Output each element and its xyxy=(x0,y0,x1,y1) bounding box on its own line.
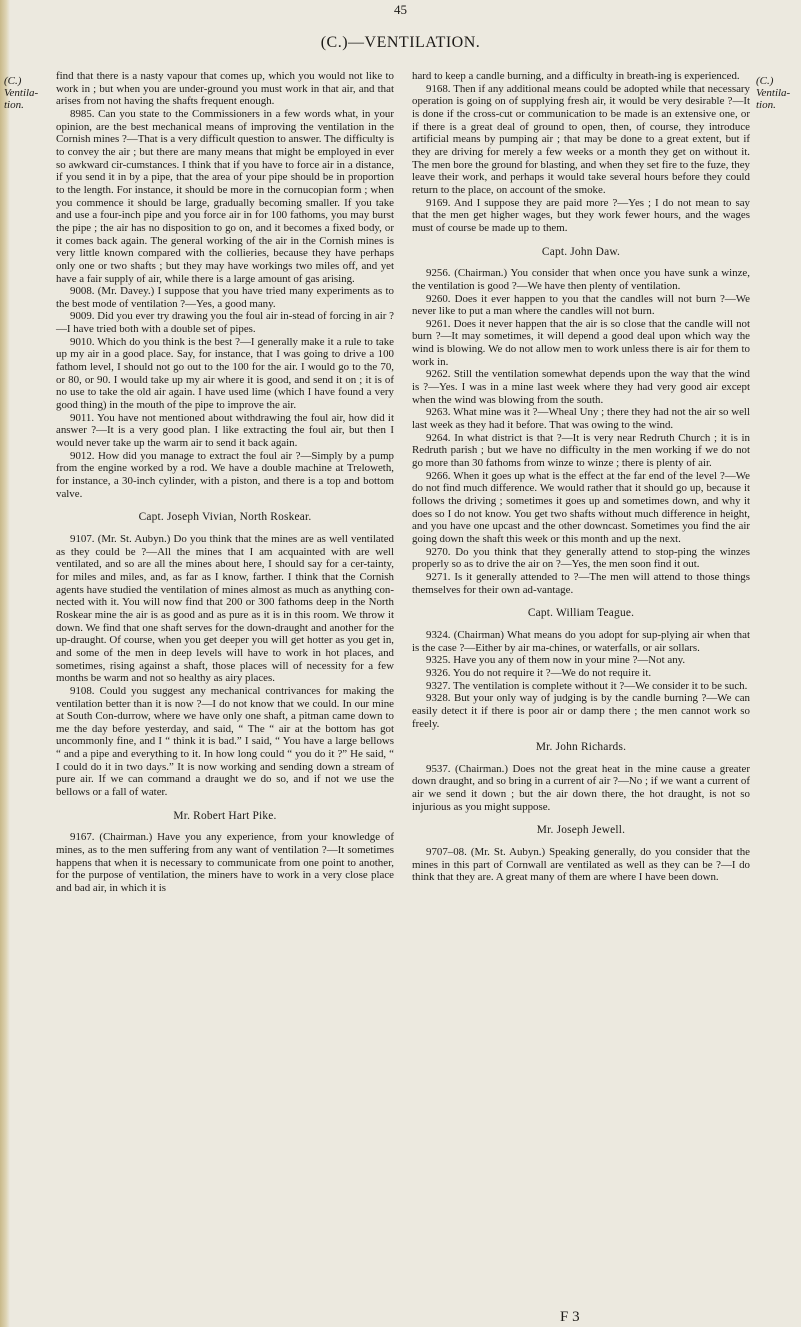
paragraph: 9707–08. (Mr. St. Aubyn.) Speaking generally, do you consider that the mines in this part of Cornwall are ventilated as well as they can be ?—I do think that they are. A great many of them are where I have been down. xyxy=(412,846,750,884)
paragraph: 9008. (Mr. Davey.) I suppose that you have tried many experiments as to the best mode of ventilation ?—Yes, a good many. xyxy=(56,285,394,310)
witness-heading: Capt. Joseph Vivian, North Roskear. xyxy=(138,511,312,524)
paragraph: 9256. (Chairman.) You consider that when once you have sunk a winze, the ventilation is good ?—We have then plenty of ventilation. xyxy=(412,267,750,292)
paragraph: 9262. Still the ventilation somewhat depends upon the way that the wind is ?—Yes. I was in a mine last week where they had very good air except when the wind was blowing from the south. xyxy=(412,368,750,406)
paragraph: 9326. You do not require it ?—We do not require it. xyxy=(426,666,652,679)
paragraph: 9270. Do you think that they generally attend to stop-ping the winzes properly so as to drive the air on ?—Yes, the men soon find it out. xyxy=(412,545,750,571)
left-column xyxy=(56,70,394,895)
paragraph: 9108. Could you suggest any mechanical contrivances for making the ventilation better than it is now ?—I do not know that we could. In our mine at South Con-durrow, where we have only one shaft, a pitman came down to me the day before yesterday, and said, “ The “ air at the bottom has got uncommonly fine, and I “ think it is bad.” I said, “ You have a large bellows “ and a pipe and everything to it. In how long could “ you do it ?” He said, “ I could do it in two days.” It is now working and sending down a stream of pure air. If we can command a draught we do so, and if not we use the bellows or a fall of water. xyxy=(56,684,394,799)
paragraph: 9261. Does it never happen that the air is so close that the candle will not burn ?—It may sometimes, it will depend a good deal upon which way the wind is blowing. We do not allow men to work unless there is air for them to work in. xyxy=(412,317,750,368)
paragraph: 9263. What mine was it ?—Wheal Uny ; there they had not the air so well last week as they had it before. That was owing to the wind. xyxy=(412,406,750,432)
paragraph: 9327. The ventilation is complete without it ?—We consider it to be such. xyxy=(426,679,748,692)
witness-heading: Capt. John Daw. xyxy=(541,245,621,258)
paragraph: 9325. Have you any of them now in your mine ?—Not any. xyxy=(426,654,686,667)
margin-note-left: (C.) Ventila- tion. xyxy=(4,75,39,111)
section-header: (C.)—VENTILATION. xyxy=(320,34,481,51)
paragraph: hard to keep a candle burning, and a difficulty in breath-ing is experienced. xyxy=(412,70,740,82)
paragraph: 9012. How did you manage to extract the foul air ?—Simply by a pump from the engine worked by a rod. We have a double machine at Treloweth, for instance, a 30-inch cylinder, with a piston, and there is a top and bottom valve. xyxy=(56,449,394,500)
paragraph: 9260. Does it ever happen to you that the candles will not burn ?—We never like to put a man where the candles will not burn. xyxy=(412,292,750,318)
witness-heading: Capt. William Teague. xyxy=(527,607,635,620)
right-column xyxy=(412,70,750,884)
paragraph: 9328. But your only way of judging is by the candle burning ?—We can easily detect it if there is poor air or damp there ; the men cannot work so freely. xyxy=(412,692,750,730)
paragraph: find that there is a nasty vapour that comes up, which you would not like to work in ; but when you are under-ground you must work in that air, and that arises from not having the shafts frequent enough. xyxy=(56,70,394,108)
paragraph: 9009. Did you ever try drawing you the foul air in-stead of forcing in air ?—I have tried both with a double set of pipes. xyxy=(56,310,394,336)
witness-heading: Mr. Joseph Jewell. xyxy=(536,824,626,837)
paragraph: 9324. (Chairman) What means do you adopt for sup-plying air when that is the case ?—Either by air ma-chines, or waterfalls, or air sollars. xyxy=(412,628,750,654)
witness-heading: Mr. Robert Hart Pike. xyxy=(173,809,277,822)
page-binding-edge xyxy=(0,0,10,1327)
paragraph: 9011. You have not mentioned about withdrawing the foul air, how did it answer ?—It is a very good plan. I like extracting the foul air, but then I would never take up the warm air to send it back again. xyxy=(56,411,394,450)
paragraph: 9167. (Chairman.) Have you any experience, from your knowledge of mines, as to the men suffering from any want of ventilation ?—It sometimes happens that when it is necessary to communicate from one point to another, for the purpose of ventilation, the miners have to work in a very close place and bad air, in which it is xyxy=(56,831,394,895)
paragraph: 9107. (Mr. St. Aubyn.) Do you think that the mines are as well ventilated as they could be ?—All the mines that I am acquainted with are well ventilated, and so are all the mines about here, I should say for a cer-tainty, for miles and miles, and, as far as I know, farther. I think that the Cornish agents have studied the ventilation of mines almost as much as anything con-nected with it. You will now find that 200 or 300 fathoms deep in the North Roskear mine the air is as good and as pure as it is in this room. We throw it down. We find that one shaft serves for the down-draught and another for the up-draught. Of course, when you get deeper you will get hotter as you get in, and some of the men in deep levels will have to work in hot places, and sometimes, rising against a shaft, those places will of necessity for a few months be warm and not so healthy as airy places. xyxy=(56,532,394,685)
paragraph: 9537. (Chairman.) Does not the great heat in the mine cause a greater down draught, and so bring in a current of air ?—No ; if we want a current of air we send it down ; but the air down there, the hot draught, is not so injurious as you might suppose. xyxy=(412,762,750,813)
signature-mark: F 3 xyxy=(560,1309,580,1325)
paragraph: 9266. When it goes up what is the effect at the far end of the level ?—We do not find much difference. We would rather that it should go up, because it follows the driving ; sometimes it goes up and sometimes down, and why it does so I do not know. You get two shafts without much difference in height, and you have one upcast and the other downcast. Sometimes you find the air going down the shaft this week or this month and up the next. xyxy=(412,469,750,545)
paragraph: 8985. Can you state to the Commissioners in a few words what, in your opinion, are the best mechanical means of improving the ventilation in the Cornish mines ?—That is a very difficult question to answer. The difficulty is to convey the air ; but there are many means that might be employed in ever so awkward cir-cumstances. I think that if you have to force air in a distance, if you send it in by a pipe, that the area of your pipe should be in proportion to the length. For instance, it should be more in the cornucopian form ; when you commence it should be large, gradually becoming smaller. If you take and use a four-inch pipe and you force air in for 100 fathoms, you may burst the pipe ; the air has no disposition to go on, and it becomes a fixed body, or it comes back again. The general working of the air in the Cornish mines is very little known compared with the collieries, because they have perhaps only one or two shafts ; but they may have workings two miles off, and yet have a fair supply of air, while there is a large amount of gas arising. xyxy=(56,107,394,285)
paragraph: 9271. Is it generally attended to ?—The men will attend to those things themselves for their own ad-vantage. xyxy=(412,570,750,596)
paragraph: 9264. In what district is that ?—It is very near Redruth Church ; it is in Redruth parish ; but we have no difficulty in the men working if we do not go more than 30 fathoms from winze to winze ; there is plenty of air. xyxy=(412,431,750,470)
margin-note-right: (C.) Ventila- tion. xyxy=(756,75,791,111)
paragraph: 9010. Which do you think is the best ?—I generally make it a rule to take up my air in a good place. Say, for instance, that I was going to drive a 100 fathom level, I should not go out to the 100 for the air. I would go to the 70, or 80, or 90. I would take up my air where it is good, and send it on ; it is of no use to take the old air again. I have used lime (which I have found a very good thing) in the mouth of the pipe to improve the air. xyxy=(56,335,394,412)
witness-heading: Mr. John Richards. xyxy=(535,741,627,754)
paragraph: 9169. And I suppose they are paid more ?—Yes ; I do not mean to say that the men get higher wages, but they work fewer hours, and the wages must of course be made up to them. xyxy=(412,196,750,234)
paragraph: 9168. Then if any additional means could be adopted while that necessary operation is going on of supplying fresh air, it would be very desirable ?—It is done if the cross-cut or communication to be made is an extensive one, or if there is a great deal of ground to open, then, of course, they introduce artificial means by pumping air ; that may be done to a great extent, but if they are driving for merely a few weeks or a month they get on without it. The men bore the ground for blasting, and when they set fire to the fuze, they leave their work, and perhaps it would take several hours before they could return to the place, on account of the smoke. xyxy=(412,82,750,196)
page-number: 45 xyxy=(394,2,407,17)
